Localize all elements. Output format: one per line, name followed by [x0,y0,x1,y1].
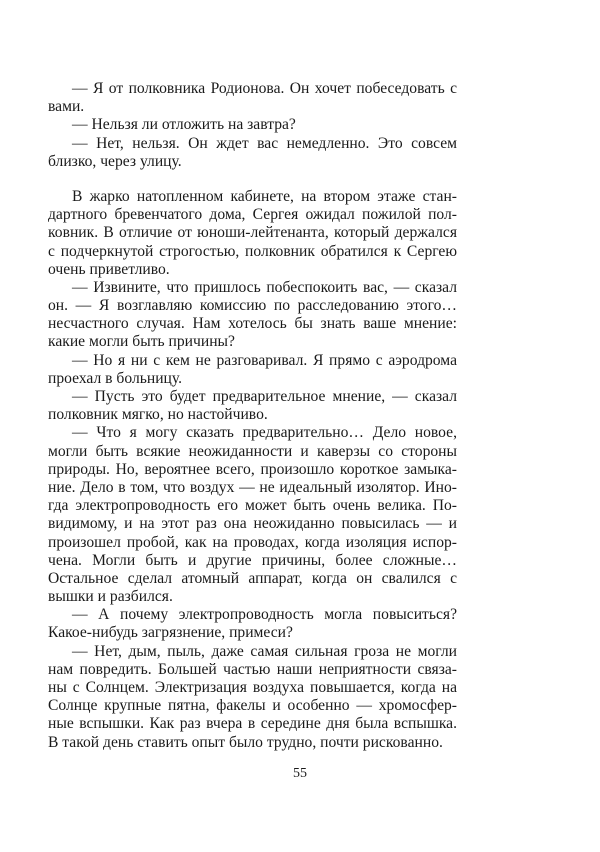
text-line: несчастного случая. Нам хотелось бы знать ваше мнение: [48,315,457,333]
text-line: близко, через улицу. [48,152,182,170]
paragraph [48,188,457,279]
text-line: очень приветливо. [48,260,170,278]
text-line: с подчеркнутой строгостью, полковник обратился к Сергею [48,242,457,260]
page-body-text [48,80,457,752]
text-line: видимому, и на этот раз она неожиданно повысилась — и [48,515,457,533]
text-line: полковник мягко, но настойчиво. [48,406,268,424]
text-line: ны с Солнцем. Электризация воздуха повышается, когда на [48,679,457,696]
text-line: нам повредить. Большей частью наши неприятности связа- [48,660,457,678]
text-line: Какое-нибудь загрязнение, примеси? [48,624,293,642]
paragraph [48,80,457,116]
paragraph [48,116,457,134]
paragraph [48,606,457,642]
text-line: природы. Но, вероятнее всего, произошло короткое замыка- [48,460,457,478]
paragraph [48,424,457,606]
text-line: дартного бревенчатого дома, Сергея ожидал пожилой пол- [48,206,457,224]
text-line: Солнце крупные пятна, факелы и особенно — хромосфер- [48,697,457,715]
text-line: — Нет, дым, пыль, даже самая сильная гроза не могли [72,642,457,660]
paragraph [48,135,457,171]
page-number: 55 [293,766,307,781]
text-line: В жарко натопленном кабинете, на втором этаже стан- [72,187,457,205]
text-line: гда электропроводность его может быть очень велика. По- [48,497,457,515]
paragraph [48,388,457,424]
text-line: — А почему электропроводность могла повыситься? [72,606,457,624]
text-line: — Пусть это будет предварительное мнение, — сказал [72,388,457,405]
paragraph [48,643,457,752]
text-line: — Что я могу сказать предварительно… Дело новое, [72,424,457,442]
paragraph [48,352,457,388]
text-line: ковник. В отличие от юноши-лейтенанта, который держался [48,224,457,242]
text-line: Остальное сделал атомный аппарат, когда он свалился с [48,569,457,587]
text-line: ние. Дело в том, что воздух — не идеальный изолятор. Ино- [48,478,457,496]
text-line: произошел пробой, как на проводах, когда изоляция испор- [48,533,457,551]
paragraph [48,279,457,352]
text-line: он. — Я возглавляю комиссию по расследованию этого… [48,297,457,315]
text-line: вами. [48,98,85,116]
text-line: — Но я ни с кем не разговаривал. Я прямо с аэродрома [72,351,457,369]
text-line: — Нет, нельзя. Он ждет вас немедленно. Это совсем [72,134,457,152]
text-line: могли быть всякие неожиданности и каверзы со стороны [48,442,457,460]
text-line: — Извините, что пришлось побеспокоить вас, — сказал [72,278,457,296]
text-line: — Я от полковника Родионова. Он хочет побеседовать с [72,80,457,97]
text-line: чена. Могли быть и другие причины, более сложные… [48,551,457,569]
text-line: ные вспышки. Как раз вчера в середине дня была вспышка. [48,715,457,733]
section-break [48,171,457,188]
text-line: вышки и разбился. [48,588,173,606]
text-line: проехал в больницу. [48,369,183,387]
text-line: какие могли быть причины? [48,333,235,351]
text-line: — Нельзя ли отложить на завтра? [72,116,296,134]
text-line: В такой день ставить опыт было трудно, почти рискованно. [48,733,443,751]
